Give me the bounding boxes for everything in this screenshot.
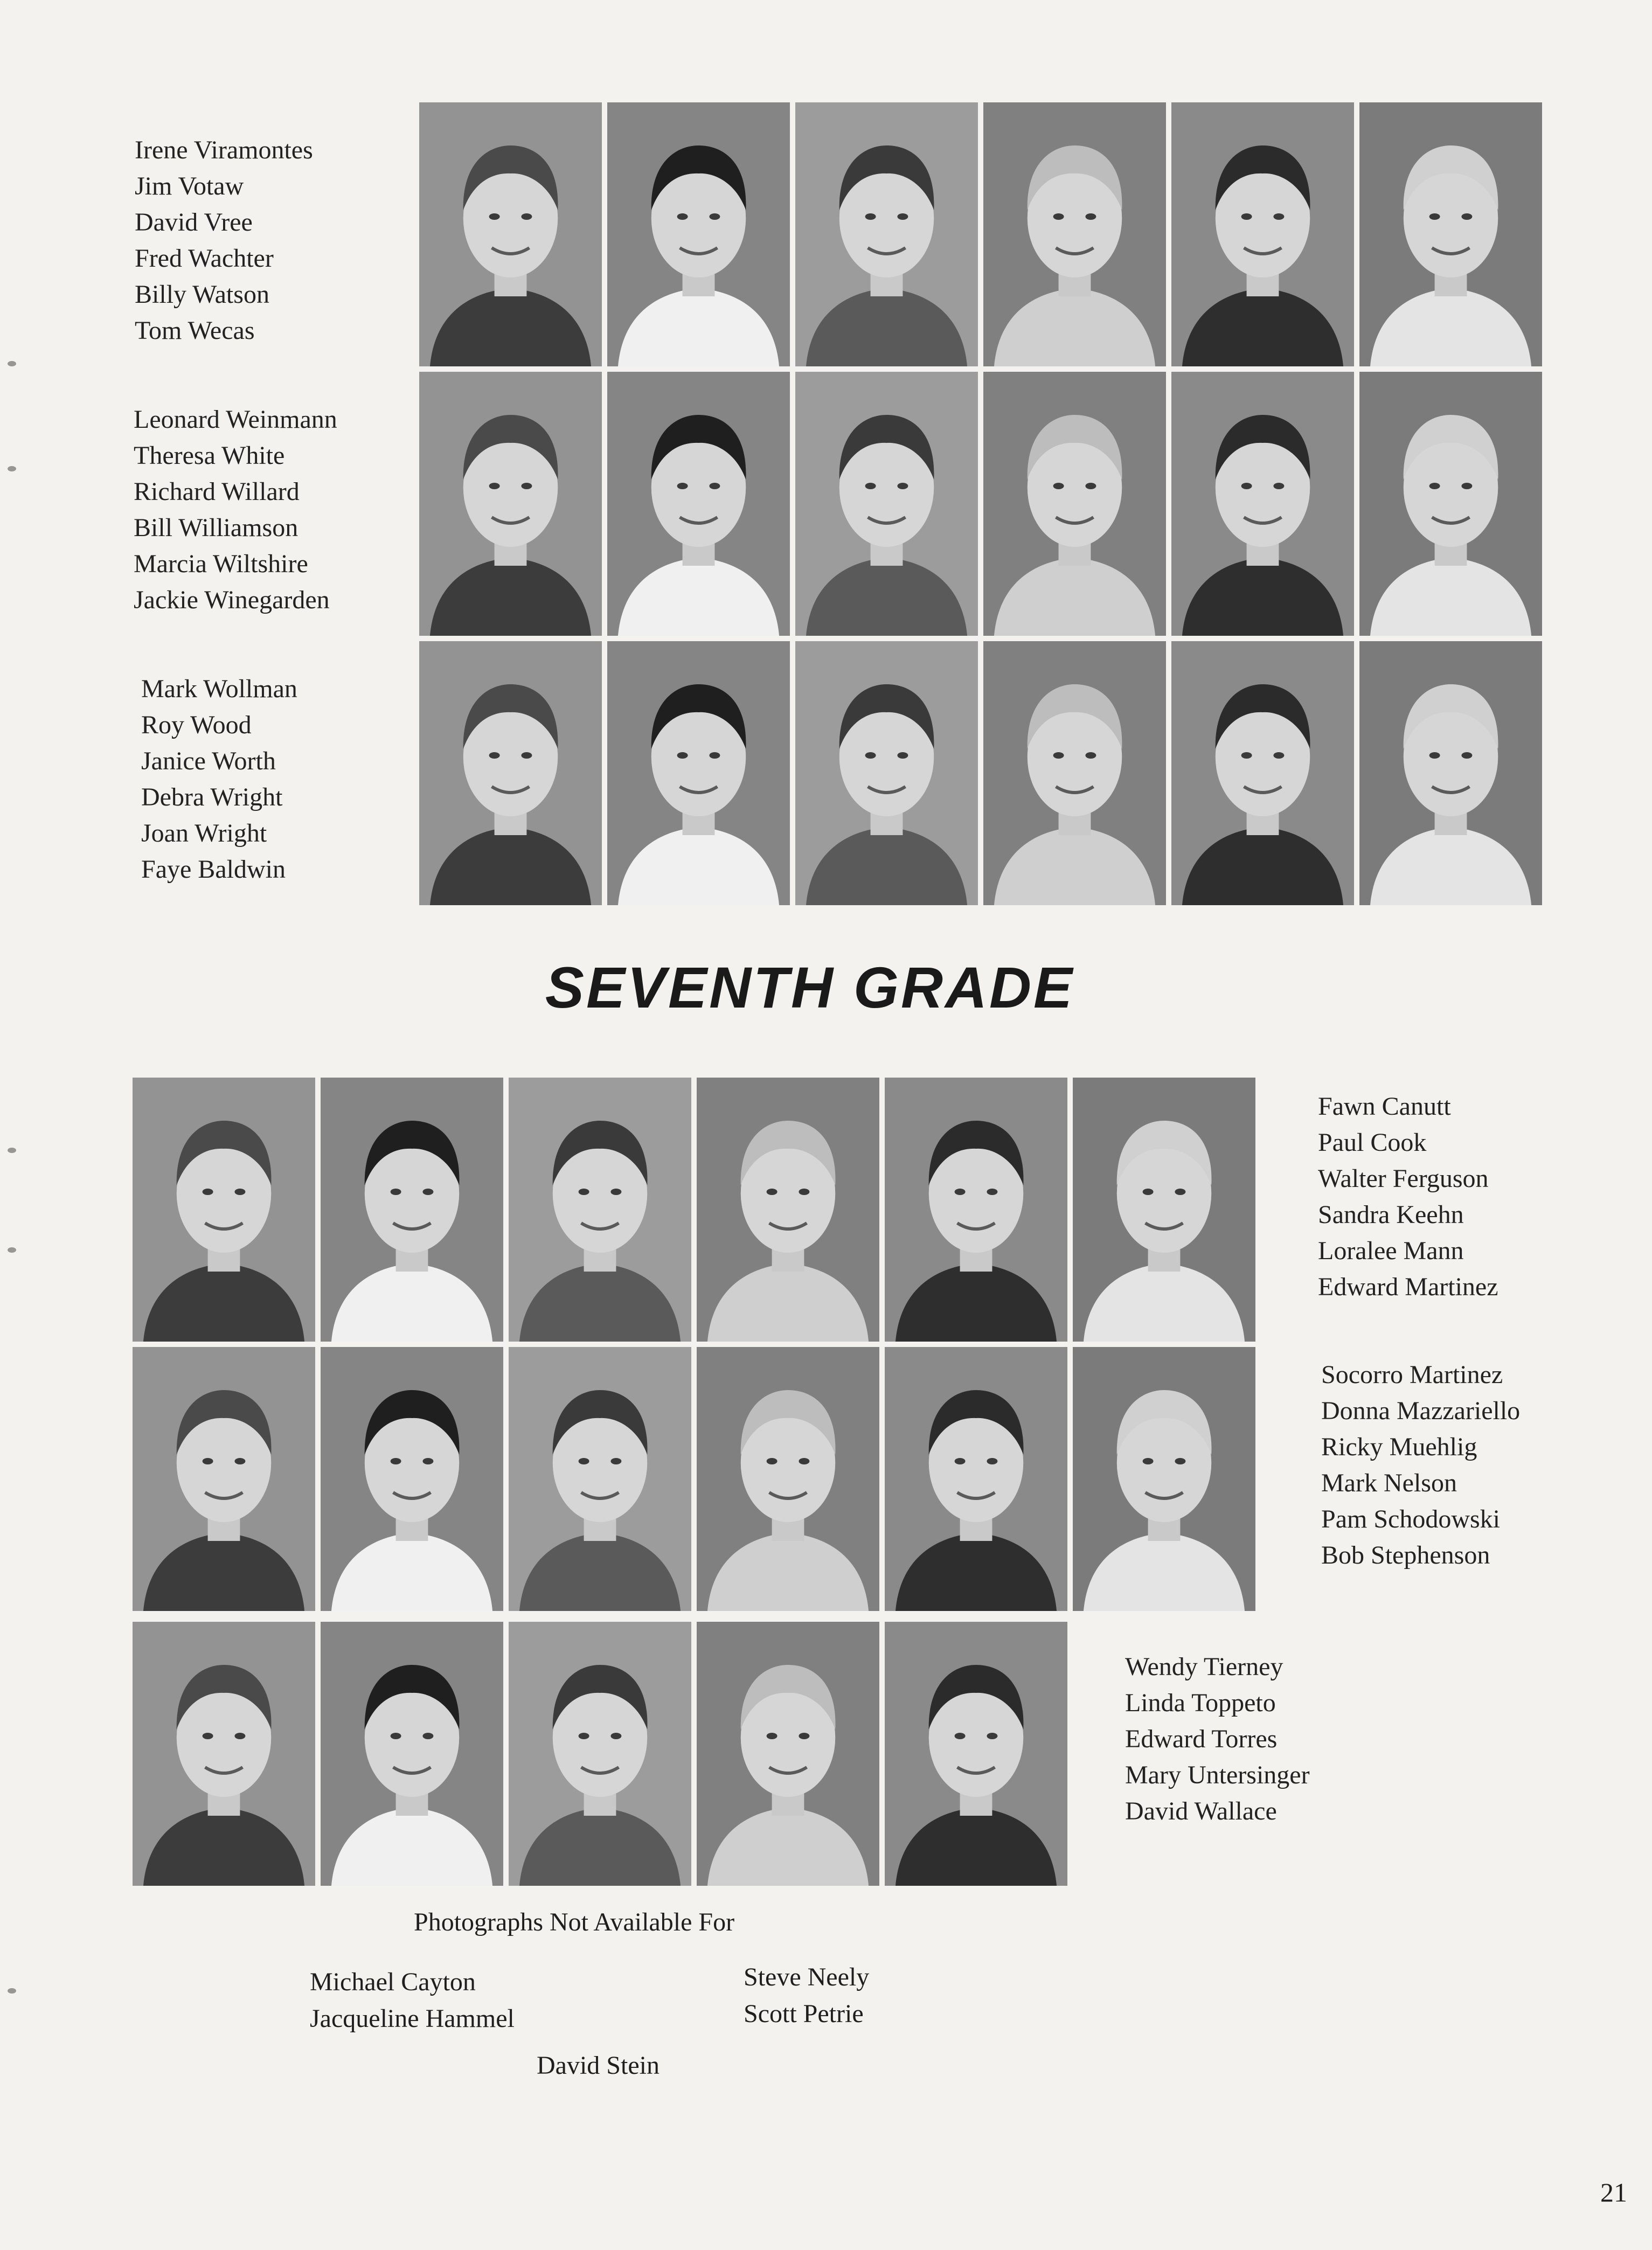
student-name: Theresa White (134, 441, 285, 470)
student-portrait (509, 1622, 691, 1886)
student-name: Loralee Mann (1318, 1237, 1464, 1265)
page-number: 21 (1600, 2177, 1627, 2207)
student-name: Bob Stephenson (1321, 1541, 1490, 1570)
portrait-grid-seventh-row-3 (133, 1622, 1067, 1886)
student-name: Socorro Martinez (1321, 1360, 1503, 1389)
student-portrait (983, 372, 1166, 636)
student-name: Michael Cayton (310, 1968, 476, 1996)
student-name: Debra Wright (141, 783, 283, 811)
student-name: Mark Nelson (1321, 1469, 1457, 1497)
student-portrait (697, 1622, 879, 1886)
student-portrait (607, 641, 790, 905)
student-portrait (419, 641, 602, 905)
student-portrait (697, 1078, 879, 1342)
student-name: Edward Torres (1125, 1725, 1278, 1753)
student-portrait (133, 1622, 315, 1886)
student-name: Mary Untersinger (1125, 1761, 1310, 1789)
student-portrait (885, 1078, 1067, 1342)
student-name: Leonard Weinmann (134, 405, 337, 434)
student-portrait (795, 102, 978, 366)
binding-hole-mark (8, 1148, 16, 1153)
student-name: Bill Williamson (134, 513, 299, 542)
student-name: Marcia Wiltshire (134, 550, 308, 578)
student-portrait (1171, 641, 1354, 905)
student-portrait (419, 102, 602, 366)
binding-hole-mark (8, 1988, 16, 1994)
not-available-list-bottom (537, 2047, 660, 2084)
student-name: Billy Watson (135, 280, 269, 309)
student-portrait (321, 1078, 503, 1342)
name-list-row-3 (141, 671, 297, 887)
student-portrait (983, 102, 1166, 366)
student-name: Irene Viramontes (135, 136, 313, 164)
student-portrait (983, 641, 1166, 905)
student-portrait (133, 1078, 315, 1342)
binding-hole-mark (8, 1247, 16, 1253)
student-name: Sandra Keehn (1318, 1200, 1464, 1229)
not-available-title: Photographs Not Available For (414, 1908, 735, 1936)
student-name: Scott Petrie (744, 1999, 864, 2028)
student-portrait (885, 1622, 1067, 1886)
student-name: Jim Votaw (135, 172, 244, 200)
student-portrait (1073, 1078, 1255, 1342)
not-available-list-left (310, 1964, 515, 2037)
name-list-seventh-row-3 (1125, 1649, 1310, 1829)
binding-hole-mark (8, 466, 16, 471)
student-name: Joan Wright (141, 819, 267, 848)
student-name: Paul Cook (1318, 1128, 1427, 1157)
student-portrait (1359, 102, 1542, 366)
student-portrait (321, 1347, 503, 1611)
student-name: Linda Toppeto (1125, 1689, 1276, 1717)
student-name: Ricky Muehlig (1321, 1433, 1477, 1461)
student-portrait (607, 102, 790, 366)
student-name: Walter Ferguson (1318, 1164, 1489, 1193)
student-portrait (607, 372, 790, 636)
portrait-grid-seventh-rows-1-2 (133, 1078, 1255, 1611)
student-name: Steve Neely (744, 1963, 870, 1991)
student-portrait (509, 1078, 691, 1342)
student-name: Faye Baldwin (141, 855, 286, 884)
binding-hole-mark (8, 361, 16, 366)
student-name: David Wallace (1125, 1797, 1277, 1825)
student-portrait (419, 372, 602, 636)
student-name: Janice Worth (141, 747, 276, 775)
student-name: Fred Wachter (135, 244, 274, 273)
student-name: Mark Wollman (141, 675, 297, 703)
student-name: Donna Mazzariello (1321, 1397, 1521, 1425)
student-portrait (1073, 1347, 1255, 1611)
student-portrait (795, 372, 978, 636)
student-portrait (1171, 102, 1354, 366)
student-portrait (321, 1622, 503, 1886)
student-portrait (795, 641, 978, 905)
student-portrait (1171, 372, 1354, 636)
student-name: Richard Willard (134, 477, 300, 506)
student-name: Edward Martinez (1318, 1273, 1498, 1301)
name-list-row-1 (135, 132, 313, 349)
student-name: David Vree (135, 208, 253, 237)
student-name: Roy Wood (141, 711, 252, 739)
student-name: David Stein (537, 2051, 660, 2080)
name-list-row-2 (134, 401, 337, 618)
student-name: Tom Wecas (135, 316, 255, 345)
student-portrait (1359, 372, 1542, 636)
student-name: Fawn Canutt (1318, 1092, 1451, 1121)
student-name: Wendy Tierney (1125, 1652, 1283, 1681)
student-name: Jackie Winegarden (134, 586, 330, 614)
section-heading: SEVENTH GRADE (545, 955, 1075, 1020)
student-portrait (509, 1347, 691, 1611)
student-name: Pam Schodowski (1321, 1505, 1501, 1533)
portrait-grid-upper (419, 102, 1542, 905)
not-available-list-right (744, 1959, 869, 2032)
student-portrait (1359, 641, 1542, 905)
student-name: Jacqueline Hammel (310, 2004, 515, 2033)
student-portrait (697, 1347, 879, 1611)
student-portrait (133, 1347, 315, 1611)
student-portrait (885, 1347, 1067, 1611)
name-list-seventh-row-2 (1321, 1357, 1520, 1573)
name-list-seventh-row-1 (1318, 1088, 1498, 1305)
